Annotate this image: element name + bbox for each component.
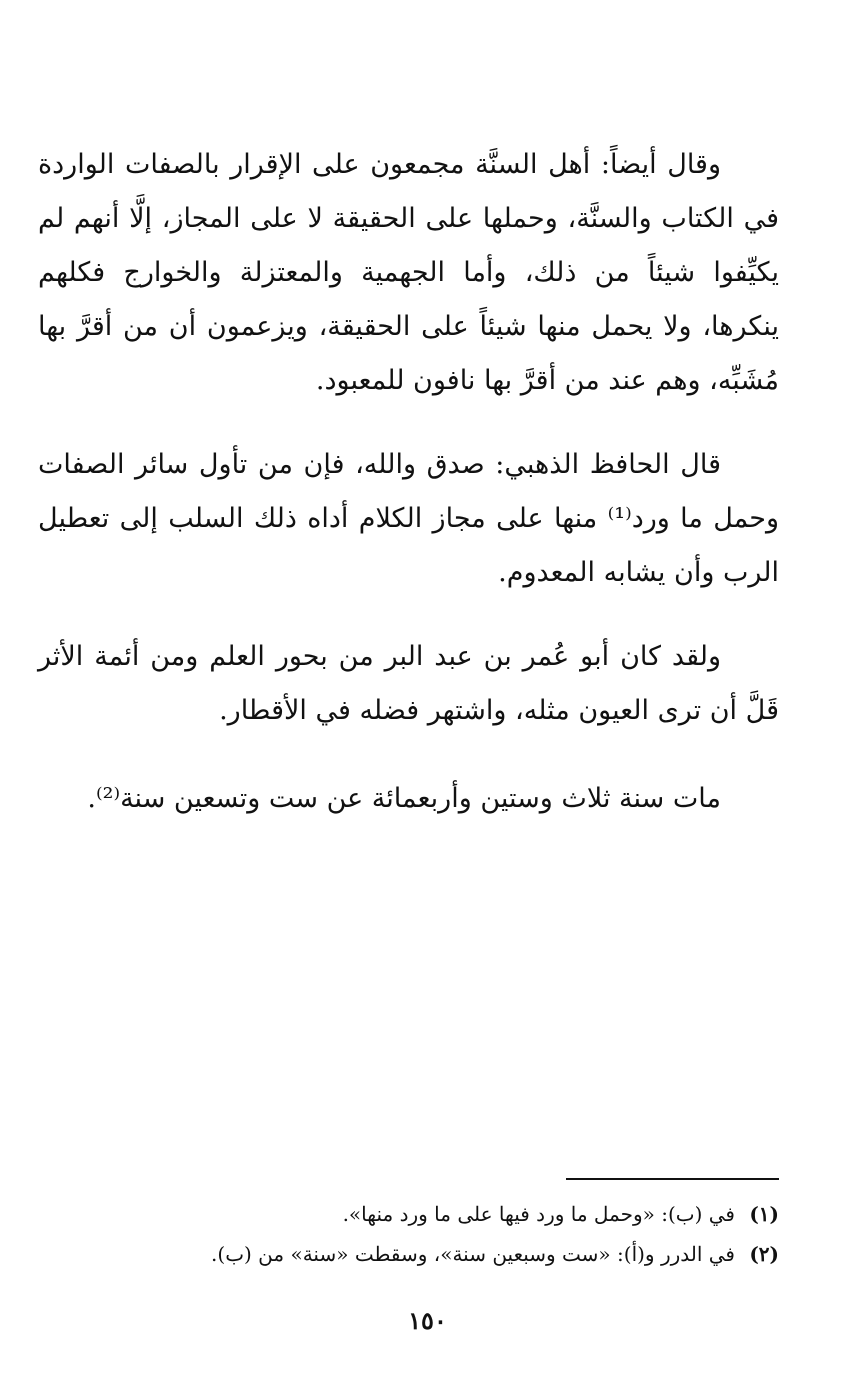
paragraph-1: وقال أيضاً: أهل السنَّة مجمعون على الإقرار بالصفات الواردة في الكتاب والسنَّة، وحملها على الحقيقة لا على المجاز، إلَّا أنهم لم يكيِّفوا شيئاً من ذلك، وأما الجهمية والمعتزلة والخوارج فكلهم ينكرها، ولا يحمل منها شيئاً على الحقيقة، ويزعمون أن من أقرَّ بها مُشَبِّه، وهم عند من أقرَّ بها نافون للمعبود. [38,149,779,396]
main-text [38,138,779,826]
footnotes [120,1194,779,1274]
paragraph-3: ولقد كان أبو عُمر بن عبد البر من بحور العلم ومن أئمة الأثر قَلَّ أن ترى العيون مثله، واشتهر فضله في الأقطار. [38,641,779,726]
footnote-text: في الدرر و(أ): «ست وسبعين سنة»، وسقطت «سنة» من (ب). [211,1242,735,1266]
footnote-divider [566,1178,779,1180]
paragraph-2: قال الحافظ الذهبي: صدق والله، فإن من تأول سائر الصفات وحمل ما ورد⁽¹⁾ منها على مجاز الكلام أداه ذلك السلب إلى تعطيل الرب وأن يشابه المعدوم. [38,449,779,588]
footnote-number: (١) [749,1202,779,1226]
footnote-number: (٢) [749,1242,779,1266]
footnote-2 [120,1234,779,1274]
footnote-1 [120,1194,779,1234]
page-number: ١٥٠ [408,1306,447,1335]
paragraph-4: مات سنة ثلاث وستين وأربعمائة عن ست وتسعين سنة⁽²⁾. [87,783,721,814]
footnote-text: في (ب): «وحمل ما ورد فيها على ما ورد منها». [342,1202,735,1226]
